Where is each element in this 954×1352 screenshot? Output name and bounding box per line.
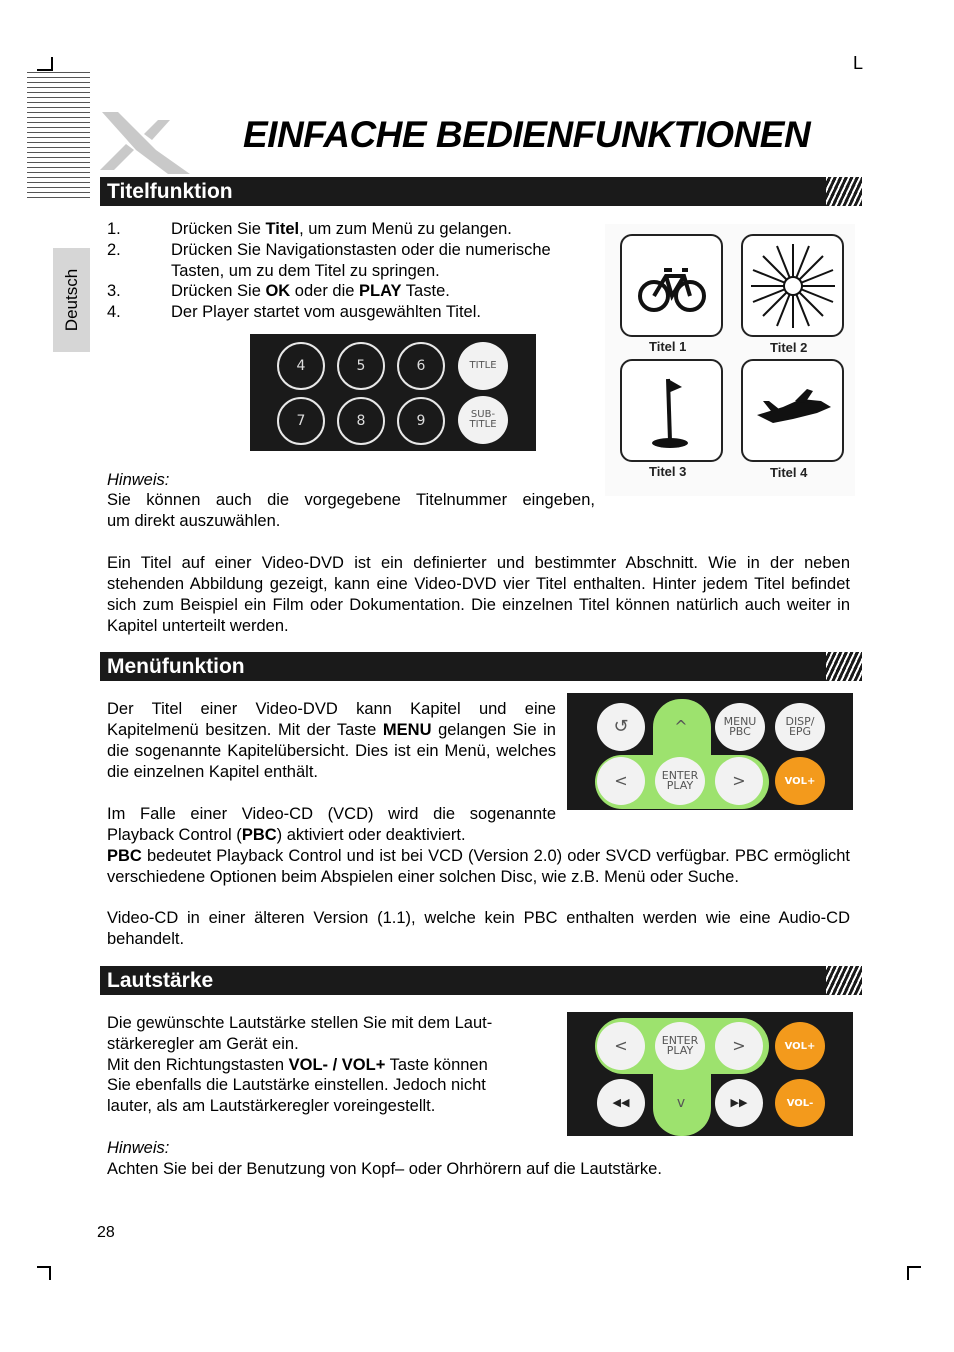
header-hatch [826, 966, 862, 995]
section-heading: Titelfunktion [107, 180, 233, 203]
section-heading: Lautstärke [107, 969, 214, 992]
title-tile-3 [620, 359, 723, 462]
step-number: 2. [107, 241, 121, 259]
disp-epg-button: DISP/ EPG [775, 703, 825, 751]
right-button: > [715, 757, 763, 805]
crop-mark-bottom-right [907, 1266, 921, 1268]
menu-paragraph-1: Der Titel einer Video-DVD kann Kapitel und eine Kapitelmenü besitzen. Mit der Taste MENU gelangen Sie in die sogenannte Kapitelübersicht. Dies ist ein Menü, welches die einzelnen Kapitel enthält. [107, 700, 556, 781]
hint-text: Sie können auch die vorgegebene Titelnummer eingeben, [107, 491, 595, 509]
airplane-icon [743, 361, 842, 460]
crop-mark-bottom-left-v [49, 1266, 51, 1280]
volume-text-line: Mit den Richtungstasten VOL- / VOL+ Taste können [107, 1056, 488, 1074]
section-header-lautstaerke [100, 966, 862, 995]
menu-paragraph-3: PBC bedeutet Playback Control und ist bei VCD (Version 2.0) oder SVCD verfügbar. PBC ermöglicht verschiedene Optionen beim Abspielen einer solchen Disc, wie z.B. Menü oder Suche. [107, 847, 850, 886]
volume-text-line: stärkeregler am Gerät ein. [107, 1035, 299, 1053]
title-label-2: Titel 2 [770, 340, 808, 355]
section-header-titelfunktion [100, 177, 862, 206]
step-text: Der Player startet vom ausgewählten Titel. [171, 303, 481, 321]
title-label-4: Titel 4 [770, 465, 808, 480]
key-4: 4 [277, 342, 325, 390]
remote-volume-image [567, 1012, 853, 1136]
title-tile-1 [620, 234, 723, 337]
golf-flag-icon [622, 361, 721, 460]
decorative-stripes [27, 72, 90, 200]
corner-mark-top-right: L [853, 53, 864, 73]
hint-label: Hinweis: [107, 1139, 170, 1157]
section-heading: Menüfunktion [107, 655, 245, 678]
title-label-3: Titel 3 [649, 464, 687, 479]
section-header-menuefunktion [100, 652, 862, 681]
key-9: 9 [397, 397, 445, 445]
star-burst-icon [743, 236, 842, 335]
menu-paragraph-4: Video-CD in einer älteren Version (1.1), welche kein PBC enthalten werden wie eine Audio-CD behandelt. [107, 909, 850, 948]
enter-play-button: ENTER PLAY [655, 757, 705, 805]
step-text: Drücken Sie Navigationstasten oder die numerische [171, 241, 551, 259]
back-button-icon: ↺ [597, 703, 645, 751]
key-6: 6 [397, 342, 445, 390]
down-button: v [657, 1079, 705, 1127]
title-tile-4 [741, 359, 844, 462]
header-hatch [826, 177, 862, 206]
crop-mark-top-left-v [51, 57, 53, 71]
rewind-button-icon: ◀◀ [597, 1079, 645, 1127]
bicycle-icon [622, 236, 721, 335]
menu-pbc-button: MENU PBC [715, 703, 765, 751]
vol-plus-button: VOL+ [775, 757, 825, 805]
up-button: ^ [657, 703, 705, 751]
menu-paragraph-2: Im Falle einer Video-CD (VCD) wird die sogenannte Playback Control (PBC) aktiviert oder deaktiviert. [107, 805, 556, 844]
key-subtitle: SUB- TITLE [458, 396, 508, 444]
titles-illustration [605, 224, 855, 496]
volume-text-line: Die gewünschte Lautstärke stellen Sie mit dem Laut- [107, 1014, 493, 1032]
brand-logo-x [98, 110, 198, 176]
hint-text-cont: um direkt auszuwählen. [107, 512, 281, 530]
left-button: < [597, 1022, 645, 1070]
key-5: 5 [337, 342, 385, 390]
step-text-cont: Tasten, um zu dem Titel zu springen. [171, 262, 440, 280]
left-button: < [597, 757, 645, 805]
page-title: EINFACHE BEDIENFUNKTIONEN [243, 114, 811, 155]
keypad-image [250, 334, 536, 451]
step-text: Drücken Sie Titel, um zum Menü zu gelangen. [171, 220, 512, 238]
language-tab [53, 248, 90, 352]
crop-mark-bottom-right-v [907, 1266, 909, 1280]
step-number: 3. [107, 282, 121, 300]
step-text: Drücken Sie OK oder die PLAY Taste. [171, 282, 450, 300]
enter-play-button: ENTER PLAY [655, 1022, 705, 1070]
language-tab-label: Deutsch [61, 268, 81, 332]
vol-minus-button: VOL- [775, 1079, 825, 1127]
key-8: 8 [337, 397, 385, 445]
page-number: 28 [97, 1224, 115, 1241]
right-button: > [715, 1022, 763, 1070]
hint-text: Achten Sie bei der Benutzung von Kopf– oder Ohrhörern auf die Lautstärke. [107, 1160, 662, 1178]
volume-text-line: lauter, als am Lautstärkeregler voreingestellt. [107, 1097, 436, 1115]
key-title: TITLE [458, 342, 508, 390]
step-number: 1. [107, 220, 121, 238]
header-hatch [826, 652, 862, 681]
title-label-1: Titel 1 [649, 339, 687, 354]
key-7: 7 [277, 397, 325, 445]
hint-label: Hinweis: [107, 471, 170, 489]
fast-forward-button-icon: ▶▶ [715, 1079, 763, 1127]
vol-plus-button: VOL+ [775, 1022, 825, 1070]
volume-text-line: Sie ebenfalls die Lautstärke einstellen. Jedoch nicht [107, 1076, 486, 1094]
title-tile-2 [741, 234, 844, 337]
step-number: 4. [107, 303, 121, 321]
title-paragraph: Ein Titel auf einer Video-DVD ist ein definierter und bestimmter Abschnitt. Wie in der neben stehenden Abbildung gezeigt, kann eine Video-DVD vier Titel enthalten. Hinter jedem Titel befindet sich zum Beispiel ein Film oder Dokumentation. Die einzelnen Titel können natürlich auch weiter in Kapitel unterteilt werden. [107, 554, 850, 635]
remote-menu-image [567, 693, 853, 810]
